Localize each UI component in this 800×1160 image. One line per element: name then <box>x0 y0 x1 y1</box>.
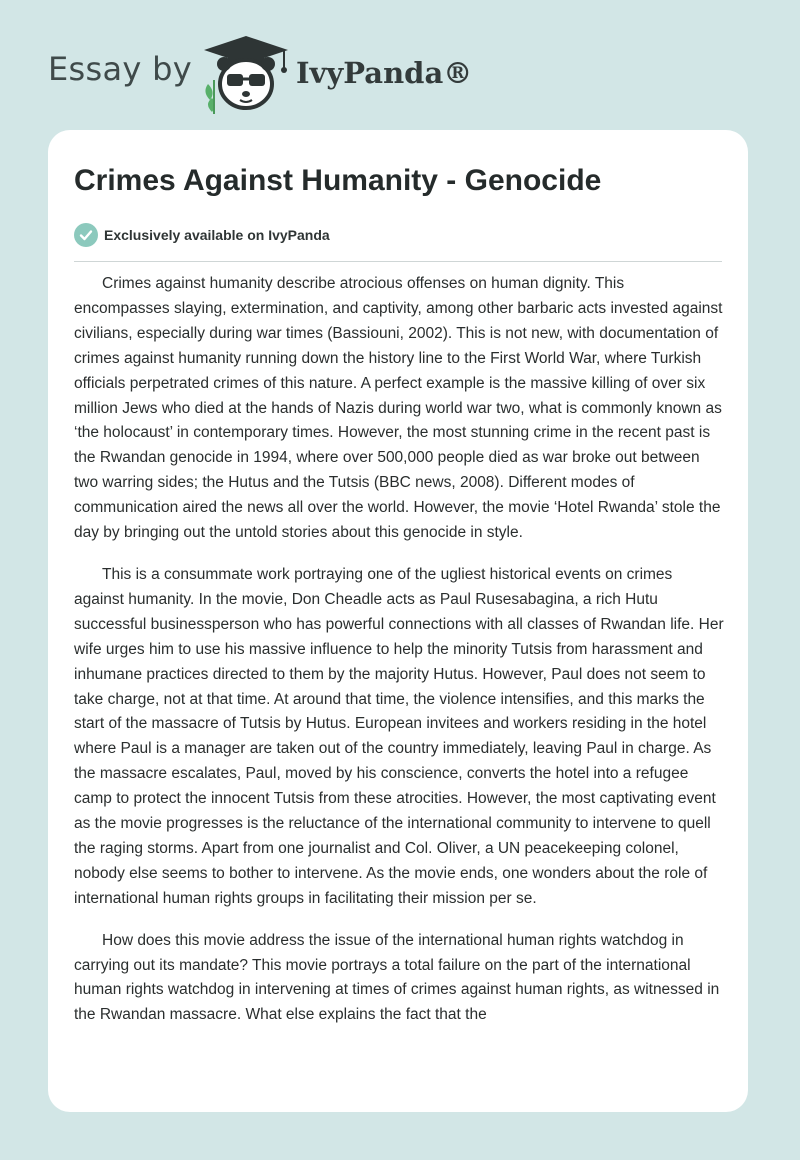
essay-by-label: Essay by <box>48 50 192 88</box>
exclusive-label: Exclusively available on IvyPanda <box>104 227 330 243</box>
divider <box>74 261 722 262</box>
essay-card <box>48 130 748 1112</box>
essay-body <box>74 272 724 1045</box>
page-title: Crimes Against Humanity - Genocide <box>74 164 602 197</box>
ivypanda-logo[interactable] <box>200 34 500 114</box>
paragraph: This is a consummate work portraying one of the ugliest historical events on crimes against humanity. In the movie, Don Cheadle acts as Paul Rusesabagina, a rich Hutu successful businessperson who has powerful connections with all classes of Rwandan life. Her wife urges him to use his massive influence to help the minority Tutsis from harassment and inhumane practices directed to them by the majority Hutus. However, Paul does not seem to take charge, not at that time. At around that time, the violence intensifies, and this marks the start of the massacre of Tutsis by Hutus. European invitees and workers residing in the hotel where Paul is a manager are taken out of the country immediately, leaving Paul in charge. As the massacre escalates, Paul, moved by his conscience, converts the hotel into a refugee camp to protect the innocent Tutsis from these atrocities. However, the most captivating event as the movie progresses is the reluctance of the international community to intervene to quell the raging storms. Apart from one journalist and Col. Oliver, a UN peacekeeping colonel, nobody else seems to bother to intervene. As the movie ends, one wonders about the role of international human rights groups in facilitating their mission per se. <box>74 565 724 907</box>
site-header <box>0 0 800 130</box>
exclusive-badge <box>74 222 330 248</box>
panda-mascot-icon <box>200 34 292 114</box>
brand-name: IvyPanda® <box>296 56 473 90</box>
paragraph: How does this movie address the issue of the international human rights watchdog in carrying out its mandate? This movie portrays a total failure on the part of the international human rights watchdog in intervening at times of crimes against human rights, as witnessed in the Rwandan massacre. What else explains the fact that the <box>74 931 720 1024</box>
paragraph: Crimes against humanity describe atrocious offenses on human dignity. This encompasses slaying, extermination, and captivity, among other barbaric acts invested against civilians, especially during war times (Bassiouni, 2002). This is not new, with documentation of crimes against humanity running down the history line to the First World War, where Turkish officials perpetrated crimes of this nature. A perfect example is the massive killing of over six million Jews who died at the hands of Nazis during world war two, what is commonly known as ‘the holocaust’ in contemporary times. However, the most stunning crime in the recent past is the Rwandan genocide in 1994, where over 500,000 people died as war broke out between two warring sides; the Hutus and the Tutsis (BBC news, 2008). Different modes of communication aired the news all over the world. However, the movie ‘Hotel Rwanda’ stole the day by bringing out the untold stories about this genocide in style. <box>74 275 723 542</box>
check-circle-icon <box>74 223 98 247</box>
